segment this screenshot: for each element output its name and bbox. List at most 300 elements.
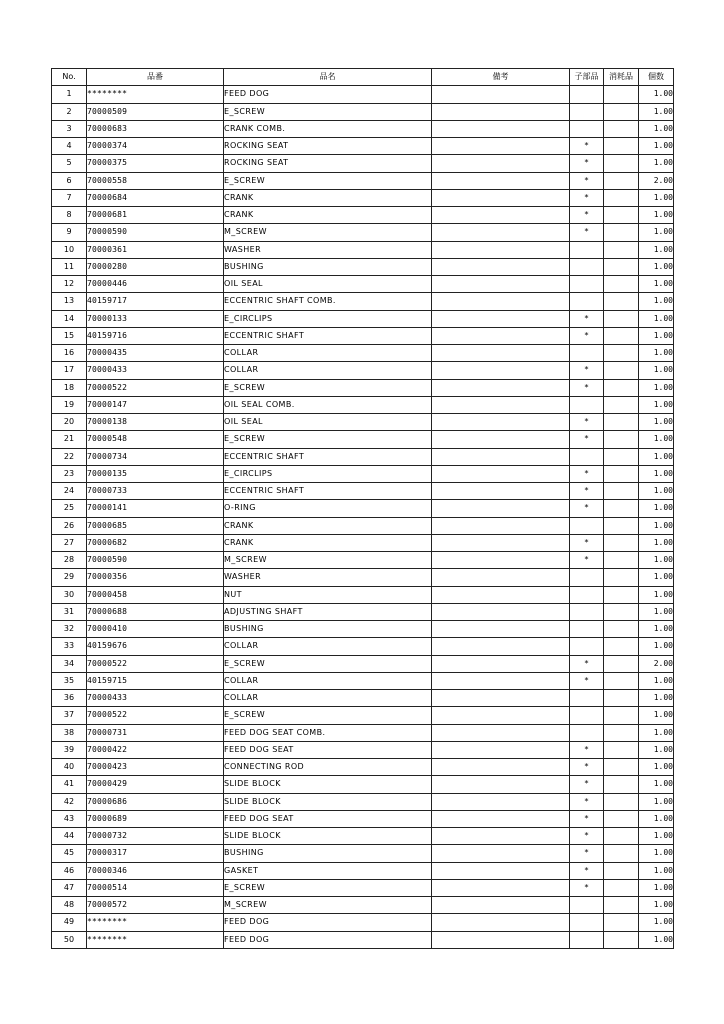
row-number: 8 — [52, 207, 87, 224]
quantity-cell: 1.00 — [639, 310, 674, 327]
quantity-cell: 1.00 — [639, 517, 674, 534]
sub-part-mark: * — [570, 655, 604, 672]
table-row — [52, 845, 674, 862]
consumable-mark — [604, 621, 639, 638]
table-row — [52, 586, 674, 603]
part-number-cell: 70000435 — [87, 345, 224, 362]
part-name-cell: E_SCREW — [224, 879, 432, 896]
sub-part-mark: * — [570, 862, 604, 879]
part-name-cell: BUSHING — [224, 621, 432, 638]
row-number: 24 — [52, 483, 87, 500]
remarks-cell — [432, 776, 570, 793]
consumable-mark — [604, 310, 639, 327]
part-number-cell: 70000317 — [87, 845, 224, 862]
quantity-cell: 1.00 — [639, 724, 674, 741]
sub-part-mark: * — [570, 741, 604, 758]
row-number: 10 — [52, 241, 87, 258]
sub-part-mark — [570, 448, 604, 465]
part-name-cell: CRANK — [224, 517, 432, 534]
part-number-cell: 40159676 — [87, 638, 224, 655]
remarks-cell — [432, 638, 570, 655]
consumable-mark — [604, 862, 639, 879]
quantity-cell: 1.00 — [639, 845, 674, 862]
quantity-cell: 2.00 — [639, 172, 674, 189]
remarks-cell — [432, 810, 570, 827]
part-number-cell: 70000548 — [87, 431, 224, 448]
part-number-cell: 70000731 — [87, 724, 224, 741]
part-name-cell: OIL SEAL — [224, 276, 432, 293]
consumable-mark — [604, 638, 639, 655]
consumable-mark — [604, 741, 639, 758]
consumable-mark — [604, 500, 639, 517]
row-number: 6 — [52, 172, 87, 189]
quantity-cell: 1.00 — [639, 138, 674, 155]
consumable-mark — [604, 776, 639, 793]
part-number-cell: ******** — [87, 931, 224, 948]
part-name-cell: ECCENTRIC SHAFT — [224, 327, 432, 344]
remarks-cell — [432, 707, 570, 724]
part-name-cell: COLLAR — [224, 672, 432, 689]
table-row — [52, 448, 674, 465]
part-name-cell: E_SCREW — [224, 707, 432, 724]
sub-part-mark — [570, 345, 604, 362]
row-number: 45 — [52, 845, 87, 862]
quantity-cell: 1.00 — [639, 914, 674, 931]
row-number: 20 — [52, 414, 87, 431]
sub-part-mark — [570, 707, 604, 724]
header-part-name: 品名 — [224, 69, 432, 86]
remarks-cell — [432, 845, 570, 862]
quantity-cell: 1.00 — [639, 741, 674, 758]
row-number: 48 — [52, 897, 87, 914]
quantity-cell: 1.00 — [639, 483, 674, 500]
part-number-cell: 70000684 — [87, 189, 224, 206]
remarks-cell — [432, 276, 570, 293]
table-row — [52, 500, 674, 517]
part-number-cell: 70000689 — [87, 810, 224, 827]
quantity-cell: 1.00 — [639, 552, 674, 569]
quantity-cell: 1.00 — [639, 327, 674, 344]
row-number: 38 — [52, 724, 87, 741]
header-remarks: 備考 — [432, 69, 570, 86]
consumable-mark — [604, 155, 639, 172]
quantity-cell: 1.00 — [639, 414, 674, 431]
part-number-cell: 70000558 — [87, 172, 224, 189]
quantity-cell: 1.00 — [639, 448, 674, 465]
table-row — [52, 310, 674, 327]
header-consumable: 消耗品 — [604, 69, 639, 86]
quantity-cell: 2.00 — [639, 655, 674, 672]
row-number: 19 — [52, 396, 87, 413]
row-number: 39 — [52, 741, 87, 758]
remarks-cell — [432, 431, 570, 448]
part-number-cell: 70000429 — [87, 776, 224, 793]
quantity-cell: 1.00 — [639, 931, 674, 948]
sub-part-mark: * — [570, 310, 604, 327]
remarks-cell — [432, 862, 570, 879]
part-number-cell: 40159717 — [87, 293, 224, 310]
remarks-cell — [432, 414, 570, 431]
sub-part-mark: * — [570, 776, 604, 793]
consumable-mark — [604, 431, 639, 448]
table-row — [52, 931, 674, 948]
consumable-mark — [604, 103, 639, 120]
remarks-cell — [432, 241, 570, 258]
table-row — [52, 120, 674, 137]
table-row — [52, 379, 674, 396]
consumable-mark — [604, 759, 639, 776]
part-number-cell: 70000688 — [87, 603, 224, 620]
consumable-mark — [604, 724, 639, 741]
part-name-cell: ECCENTRIC SHAFT — [224, 483, 432, 500]
part-number-cell: 70000590 — [87, 224, 224, 241]
table-row — [52, 603, 674, 620]
consumable-mark — [604, 931, 639, 948]
part-name-cell: M_SCREW — [224, 552, 432, 569]
row-number: 31 — [52, 603, 87, 620]
part-number-cell: 70000280 — [87, 258, 224, 275]
remarks-cell — [432, 448, 570, 465]
part-name-cell: O-RING — [224, 500, 432, 517]
row-number: 34 — [52, 655, 87, 672]
remarks-cell — [432, 897, 570, 914]
part-name-cell: E_SCREW — [224, 431, 432, 448]
table-row — [52, 741, 674, 758]
consumable-mark — [604, 534, 639, 551]
part-name-cell: CRANK — [224, 189, 432, 206]
sub-part-mark: * — [570, 155, 604, 172]
sub-part-mark — [570, 638, 604, 655]
row-number: 49 — [52, 914, 87, 931]
quantity-cell: 1.00 — [639, 86, 674, 103]
table-row — [52, 465, 674, 482]
remarks-cell — [432, 690, 570, 707]
header-part-number: 品番 — [87, 69, 224, 86]
consumable-mark — [604, 258, 639, 275]
part-name-cell: ROCKING SEAT — [224, 155, 432, 172]
row-number: 11 — [52, 258, 87, 275]
row-number: 1 — [52, 86, 87, 103]
row-number: 42 — [52, 793, 87, 810]
consumable-mark — [604, 707, 639, 724]
sub-part-mark — [570, 120, 604, 137]
sub-part-mark — [570, 724, 604, 741]
part-name-cell: FEED DOG SEAT COMB. — [224, 724, 432, 741]
table-row — [52, 431, 674, 448]
part-number-cell: 70000572 — [87, 897, 224, 914]
quantity-cell: 1.00 — [639, 258, 674, 275]
part-name-cell: SLIDE BLOCK — [224, 776, 432, 793]
quantity-cell: 1.00 — [639, 155, 674, 172]
part-number-cell: 70000374 — [87, 138, 224, 155]
part-number-cell: 70000433 — [87, 362, 224, 379]
table-row — [52, 86, 674, 103]
sub-part-mark — [570, 276, 604, 293]
consumable-mark — [604, 465, 639, 482]
sub-part-mark: * — [570, 431, 604, 448]
remarks-cell — [432, 258, 570, 275]
header-quantity: 個数 — [639, 69, 674, 86]
row-number: 28 — [52, 552, 87, 569]
remarks-cell — [432, 552, 570, 569]
quantity-cell: 1.00 — [639, 707, 674, 724]
table-row — [52, 103, 674, 120]
consumable-mark — [604, 879, 639, 896]
consumable-mark — [604, 241, 639, 258]
row-number: 35 — [52, 672, 87, 689]
part-number-cell: 70000682 — [87, 534, 224, 551]
remarks-cell — [432, 396, 570, 413]
remarks-cell — [432, 345, 570, 362]
remarks-cell — [432, 103, 570, 120]
table-row — [52, 879, 674, 896]
part-name-cell: ROCKING SEAT — [224, 138, 432, 155]
sub-part-mark — [570, 396, 604, 413]
table-row — [52, 172, 674, 189]
sub-part-mark — [570, 897, 604, 914]
part-name-cell: WASHER — [224, 241, 432, 258]
consumable-mark — [604, 86, 639, 103]
row-number: 18 — [52, 379, 87, 396]
quantity-cell: 1.00 — [639, 690, 674, 707]
table-row — [52, 396, 674, 413]
table-row — [52, 897, 674, 914]
row-number: 44 — [52, 828, 87, 845]
row-number: 32 — [52, 621, 87, 638]
part-name-cell: FEED DOG SEAT — [224, 810, 432, 827]
row-number: 27 — [52, 534, 87, 551]
consumable-mark — [604, 448, 639, 465]
sub-part-mark: * — [570, 672, 604, 689]
part-name-cell: CRANK — [224, 534, 432, 551]
consumable-mark — [604, 345, 639, 362]
table-row — [52, 207, 674, 224]
part-number-cell: ******** — [87, 914, 224, 931]
consumable-mark — [604, 586, 639, 603]
remarks-cell — [432, 569, 570, 586]
quantity-cell: 1.00 — [639, 276, 674, 293]
part-number-cell: 70000133 — [87, 310, 224, 327]
quantity-cell: 1.00 — [639, 586, 674, 603]
quantity-cell: 1.00 — [639, 362, 674, 379]
part-name-cell: ECCENTRIC SHAFT COMB. — [224, 293, 432, 310]
table-row — [52, 189, 674, 206]
part-name-cell: COLLAR — [224, 362, 432, 379]
part-number-cell: 40159716 — [87, 327, 224, 344]
remarks-cell — [432, 828, 570, 845]
table-row — [52, 155, 674, 172]
table-row — [52, 776, 674, 793]
remarks-cell — [432, 793, 570, 810]
part-number-cell: 70000681 — [87, 207, 224, 224]
row-number: 22 — [52, 448, 87, 465]
part-name-cell: CRANK — [224, 207, 432, 224]
table-row — [52, 690, 674, 707]
sub-part-mark: * — [570, 172, 604, 189]
quantity-cell: 1.00 — [639, 120, 674, 137]
table-row — [52, 345, 674, 362]
table-row — [52, 483, 674, 500]
remarks-cell — [432, 672, 570, 689]
row-number: 21 — [52, 431, 87, 448]
sub-part-mark — [570, 103, 604, 120]
part-name-cell: FEED DOG — [224, 914, 432, 931]
sub-part-mark: * — [570, 534, 604, 551]
part-name-cell: SLIDE BLOCK — [224, 828, 432, 845]
quantity-cell: 1.00 — [639, 379, 674, 396]
consumable-mark — [604, 362, 639, 379]
sub-part-mark: * — [570, 759, 604, 776]
part-number-cell: ******** — [87, 86, 224, 103]
part-name-cell: OIL SEAL COMB. — [224, 396, 432, 413]
table-row — [52, 327, 674, 344]
remarks-cell — [432, 310, 570, 327]
quantity-cell: 1.00 — [639, 345, 674, 362]
sub-part-mark: * — [570, 327, 604, 344]
sub-part-mark — [570, 586, 604, 603]
sub-part-mark: * — [570, 500, 604, 517]
part-number-cell: 70000361 — [87, 241, 224, 258]
row-number: 25 — [52, 500, 87, 517]
part-number-cell: 70000135 — [87, 465, 224, 482]
part-number-cell: 70000346 — [87, 862, 224, 879]
part-name-cell: E_SCREW — [224, 103, 432, 120]
consumable-mark — [604, 414, 639, 431]
remarks-cell — [432, 172, 570, 189]
part-name-cell: E_CIRCLIPS — [224, 310, 432, 327]
sub-part-mark: * — [570, 465, 604, 482]
part-name-cell: E_SCREW — [224, 172, 432, 189]
table-row — [52, 569, 674, 586]
quantity-cell: 1.00 — [639, 396, 674, 413]
part-number-cell: 70000683 — [87, 120, 224, 137]
consumable-mark — [604, 189, 639, 206]
row-number: 15 — [52, 327, 87, 344]
table-row — [52, 810, 674, 827]
table-row — [52, 759, 674, 776]
part-number-cell: 70000375 — [87, 155, 224, 172]
row-number: 47 — [52, 879, 87, 896]
part-number-cell: 40159715 — [87, 672, 224, 689]
row-number: 12 — [52, 276, 87, 293]
part-number-cell: 70000509 — [87, 103, 224, 120]
sub-part-mark — [570, 241, 604, 258]
row-number: 14 — [52, 310, 87, 327]
part-number-cell: 70000686 — [87, 793, 224, 810]
row-number: 40 — [52, 759, 87, 776]
remarks-cell — [432, 759, 570, 776]
part-number-cell: 70000590 — [87, 552, 224, 569]
part-number-cell: 70000141 — [87, 500, 224, 517]
remarks-cell — [432, 224, 570, 241]
sub-part-mark: * — [570, 828, 604, 845]
table-row — [52, 655, 674, 672]
part-number-cell: 70000458 — [87, 586, 224, 603]
remarks-cell — [432, 879, 570, 896]
remarks-cell — [432, 207, 570, 224]
part-number-cell: 70000147 — [87, 396, 224, 413]
quantity-cell: 1.00 — [639, 759, 674, 776]
table-row — [52, 414, 674, 431]
part-name-cell: E_CIRCLIPS — [224, 465, 432, 482]
part-name-cell: WASHER — [224, 569, 432, 586]
consumable-mark — [604, 207, 639, 224]
consumable-mark — [604, 897, 639, 914]
remarks-cell — [432, 293, 570, 310]
remarks-cell — [432, 603, 570, 620]
quantity-cell: 1.00 — [639, 862, 674, 879]
remarks-cell — [432, 379, 570, 396]
consumable-mark — [604, 793, 639, 810]
row-number: 4 — [52, 138, 87, 155]
quantity-cell: 1.00 — [639, 431, 674, 448]
row-number: 13 — [52, 293, 87, 310]
sub-part-mark — [570, 86, 604, 103]
remarks-cell — [432, 362, 570, 379]
part-number-cell: 70000446 — [87, 276, 224, 293]
remarks-cell — [432, 931, 570, 948]
table-row — [52, 672, 674, 689]
sub-part-mark — [570, 258, 604, 275]
consumable-mark — [604, 914, 639, 931]
quantity-cell: 1.00 — [639, 465, 674, 482]
remarks-cell — [432, 327, 570, 344]
part-name-cell: BUSHING — [224, 258, 432, 275]
table-row — [52, 724, 674, 741]
table-row — [52, 258, 674, 275]
sub-part-mark — [570, 690, 604, 707]
part-name-cell: E_SCREW — [224, 655, 432, 672]
part-name-cell: ECCENTRIC SHAFT — [224, 448, 432, 465]
sub-part-mark — [570, 293, 604, 310]
part-name-cell: FEED DOG SEAT — [224, 741, 432, 758]
consumable-mark — [604, 552, 639, 569]
part-number-cell: 70000356 — [87, 569, 224, 586]
quantity-cell: 1.00 — [639, 672, 674, 689]
remarks-cell — [432, 120, 570, 137]
quantity-cell: 1.00 — [639, 207, 674, 224]
sub-part-mark: * — [570, 879, 604, 896]
remarks-cell — [432, 155, 570, 172]
quantity-cell: 1.00 — [639, 828, 674, 845]
row-number: 37 — [52, 707, 87, 724]
part-name-cell: COLLAR — [224, 345, 432, 362]
sub-part-mark: * — [570, 224, 604, 241]
quantity-cell: 1.00 — [639, 776, 674, 793]
sub-part-mark — [570, 931, 604, 948]
remarks-cell — [432, 138, 570, 155]
remarks-cell — [432, 189, 570, 206]
part-name-cell: GASKET — [224, 862, 432, 879]
table-row — [52, 224, 674, 241]
quantity-cell: 1.00 — [639, 810, 674, 827]
sub-part-mark: * — [570, 414, 604, 431]
quantity-cell: 1.00 — [639, 603, 674, 620]
table-row — [52, 552, 674, 569]
remarks-cell — [432, 914, 570, 931]
part-name-cell: OIL SEAL — [224, 414, 432, 431]
sub-part-mark: * — [570, 552, 604, 569]
part-name-cell: E_SCREW — [224, 379, 432, 396]
parts-list-sheet — [51, 68, 673, 949]
header-no: No. — [52, 69, 87, 86]
quantity-cell: 1.00 — [639, 103, 674, 120]
part-name-cell: CONNECTING ROD — [224, 759, 432, 776]
remarks-cell — [432, 586, 570, 603]
part-number-cell: 70000734 — [87, 448, 224, 465]
remarks-cell — [432, 465, 570, 482]
row-number: 5 — [52, 155, 87, 172]
